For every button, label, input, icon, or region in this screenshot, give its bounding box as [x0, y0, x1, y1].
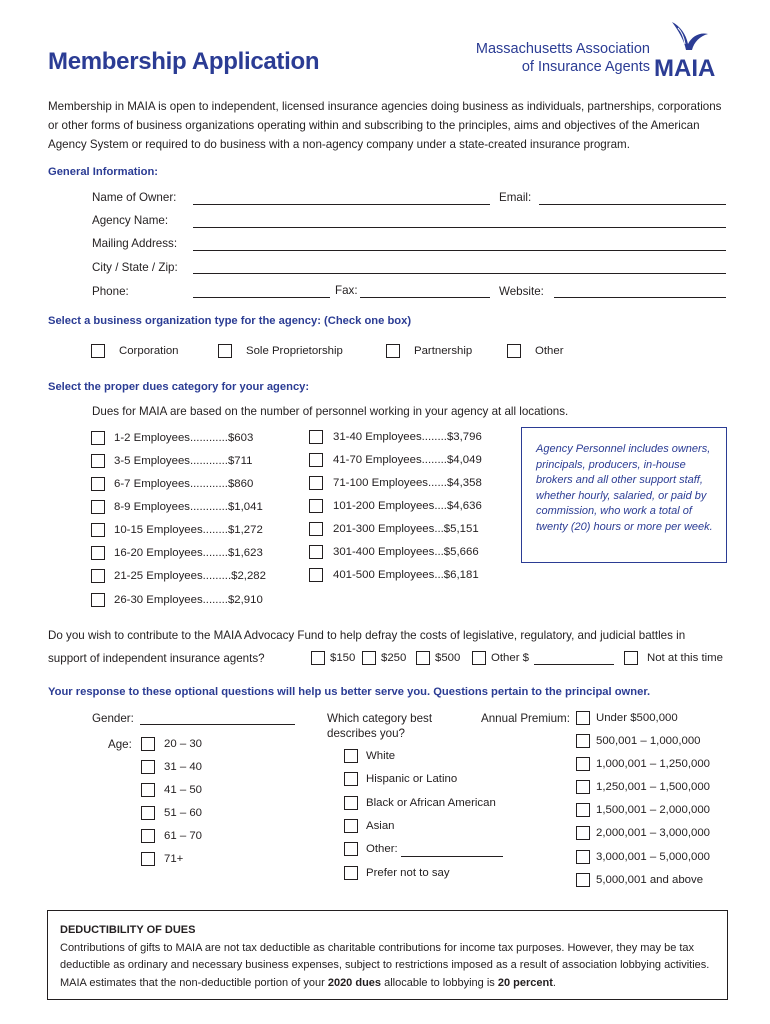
advocacy-other-checkbox[interactable] [472, 651, 486, 665]
dues-option: 41-70 Employees........$4,049 [333, 454, 482, 466]
advocacy-other-amount-field[interactable] [534, 664, 614, 665]
page-title: Membership Application [48, 48, 320, 75]
fax-field[interactable] [360, 297, 490, 298]
advocacy-question-line1: Do you wish to contribute to the MAIA Advocacy Fund to help defray the costs of legislative, regulatory, and judicial battles in [48, 629, 686, 642]
category-option: Other: [366, 843, 398, 855]
advocacy-500-label: $500 [435, 652, 461, 664]
org-sole-prop-label: Sole Proprietorship [246, 345, 343, 357]
age-checkbox[interactable] [141, 829, 155, 843]
premium-checkbox[interactable] [576, 711, 590, 725]
deductibility-box [47, 910, 728, 1000]
premium-checkbox[interactable] [576, 780, 590, 794]
mailing-label: Mailing Address: [92, 237, 178, 250]
city-field[interactable] [193, 273, 726, 274]
premium-option: 3,000,001 – 5,000,000 [596, 851, 711, 863]
website-field[interactable] [554, 297, 726, 298]
dues-intro: Dues for MAIA are based on the number of personnel working in your agency at all locations. [92, 405, 569, 418]
category-option: Black or African American [366, 797, 496, 809]
premium-checkbox[interactable] [576, 803, 590, 817]
age-checkbox[interactable] [141, 806, 155, 820]
gender-label: Gender: [92, 712, 134, 725]
dues-checkbox[interactable] [309, 430, 323, 444]
age-label: Age: [108, 738, 132, 751]
category-checkbox[interactable] [344, 749, 358, 763]
category-option: Prefer not to say [366, 867, 450, 879]
category-option: Hispanic or Latino [366, 773, 458, 785]
org-partnership-checkbox[interactable] [386, 344, 400, 358]
premium-checkbox[interactable] [576, 757, 590, 771]
category-question-line1: Which category best [327, 712, 433, 725]
category-option: Asian [366, 820, 395, 832]
dues-checkbox[interactable] [91, 431, 105, 445]
premium-option: 5,000,001 and above [596, 874, 704, 886]
age-checkbox[interactable] [141, 783, 155, 797]
premium-label: Annual Premium: [481, 712, 570, 725]
dues-checkbox[interactable] [91, 569, 105, 583]
org-corporation-checkbox[interactable] [91, 344, 105, 358]
dues-checkbox[interactable] [91, 477, 105, 491]
premium-checkbox[interactable] [576, 826, 590, 840]
premium-option: 1,500,001 – 2,000,000 [596, 804, 711, 816]
org-other-checkbox[interactable] [507, 344, 521, 358]
dues-checkbox[interactable] [309, 476, 323, 490]
owner-field[interactable] [193, 204, 490, 205]
dues-heading: Select the proper dues category for your agency: [48, 381, 310, 393]
email-field[interactable] [539, 204, 726, 205]
age-option: 61 – 70 [164, 830, 203, 842]
logo-wordmark: MAIA [654, 55, 716, 82]
general-info-heading: General Information: [48, 166, 159, 178]
org-type-heading: Select a business organization type for the agency: (Check one box) [48, 315, 412, 327]
advocacy-150-checkbox[interactable] [311, 651, 325, 665]
age-option: 20 – 30 [164, 738, 203, 750]
deductibility-text-part1: Contributions of gifts to MAIA are not tax deductible as charitable contributions for income tax purposes. However, they may be tax deductible as ordinary and necessary business expenses, subject to restrictions imposed as a result of association lobbying activities. MAIA estimates that the non-deductible portion of your [60, 941, 710, 989]
agency-personnel-note: Agency Personnel includes owners, principals, producers, in-house brokers and all other support staff, whether hourly, salaried, or paid by commission, who work a total of twenty (20) hours or more per week. [521, 427, 727, 563]
advocacy-not-now-label: Not at this time [647, 652, 723, 664]
dues-checkbox[interactable] [309, 522, 323, 536]
website-label: Website: [499, 285, 544, 298]
dues-checkbox[interactable] [309, 568, 323, 582]
category-checkbox[interactable] [344, 866, 358, 880]
age-checkbox[interactable] [141, 852, 155, 866]
maia-logo [650, 18, 730, 82]
email-label: Email: [499, 191, 532, 204]
dues-option: 201-300 Employees...$5,151 [333, 523, 479, 535]
premium-checkbox[interactable] [576, 850, 590, 864]
org-name-line2: of Insurance Agents [521, 59, 650, 75]
age-option: 31 – 40 [164, 761, 203, 773]
dues-option: 16-20 Employees........$1,623 [114, 547, 263, 559]
dues-checkbox[interactable] [91, 454, 105, 468]
dues-option: 26-30 Employees........$2,910 [114, 594, 263, 606]
dues-option: 31-40 Employees........$3,796 [333, 431, 482, 443]
owner-label: Name of Owner: [92, 191, 177, 204]
advocacy-250-checkbox[interactable] [362, 651, 376, 665]
dues-checkbox[interactable] [91, 546, 105, 560]
advocacy-250-label: $250 [381, 652, 407, 664]
premium-option: 2,000,001 – 3,000,000 [596, 827, 711, 839]
gender-field[interactable] [140, 724, 295, 725]
dues-option: 8-9 Employees............$1,041 [114, 501, 263, 513]
dues-option: 101-200 Employees....$4,636 [333, 500, 482, 512]
dues-checkbox[interactable] [309, 453, 323, 467]
mailing-field[interactable] [193, 250, 726, 251]
deductibility-dues-year: 2020 dues [327, 976, 382, 989]
category-question-line2: describes you? [327, 727, 405, 740]
premium-option: 500,001 – 1,000,000 [596, 735, 701, 747]
dues-option: 301-400 Employees...$5,666 [333, 546, 479, 558]
premium-option: 1,000,001 – 1,250,000 [596, 758, 711, 770]
dues-option: 71-100 Employees......$4,358 [333, 477, 482, 489]
premium-option: Under $500,000 [596, 712, 678, 724]
category-checkbox[interactable] [344, 772, 358, 786]
dues-option: 1-2 Employees............$603 [114, 432, 254, 444]
premium-checkbox[interactable] [576, 873, 590, 887]
org-name-line1: Massachusetts Association [475, 41, 650, 57]
intro-paragraph: Membership in MAIA is open to independent, licensed insurance agencies doing business as individuals, partnerships, corporations or other forms of business organizations operating within and subscribing to the principles, aims and objectives of the American Agency System or required to do business with a non-agency company under a state-created insurance program. [48, 100, 722, 151]
org-corporation-label: Corporation [119, 345, 179, 357]
dues-option: 3-5 Employees............$711 [114, 455, 253, 467]
category-option: White [366, 750, 396, 762]
dues-option: 10-15 Employees........$1,272 [114, 524, 263, 536]
category-other-field[interactable] [401, 856, 503, 857]
deductibility-percent: 20 percent [497, 976, 553, 989]
city-label: City / State / Zip: [92, 261, 178, 274]
category-checkbox[interactable] [344, 796, 358, 810]
org-other-label: Other [535, 345, 564, 357]
category-checkbox[interactable] [344, 819, 358, 833]
agency-field[interactable] [193, 227, 726, 228]
category-checkbox[interactable] [344, 842, 358, 856]
phone-field[interactable] [193, 297, 330, 298]
org-sole-prop-checkbox[interactable] [218, 344, 232, 358]
age-option: 51 – 60 [164, 807, 203, 819]
advocacy-150-label: $150 [330, 652, 356, 664]
age-option: 71+ [164, 853, 184, 865]
advocacy-not-now-checkbox[interactable] [624, 651, 638, 665]
deductibility-text-part2: allocable to lobbying is [381, 976, 498, 989]
org-name [476, 40, 650, 76]
fax-label: Fax: [335, 284, 358, 297]
dues-option: 401-500 Employees...$6,181 [333, 569, 479, 581]
optional-heading: Your response to these optional questions will help us better serve you. Questions pertain to the principal owner. [48, 686, 651, 698]
deductibility-text-end: . [552, 976, 556, 989]
agency-label: Agency Name: [92, 214, 169, 227]
dues-checkbox[interactable] [91, 593, 105, 607]
age-checkbox[interactable] [141, 760, 155, 774]
age-checkbox[interactable] [141, 737, 155, 751]
dues-checkbox[interactable] [91, 500, 105, 514]
phone-label: Phone: [92, 285, 129, 298]
premium-option: 1,250,001 – 1,500,000 [596, 781, 711, 793]
premium-checkbox[interactable] [576, 734, 590, 748]
dues-option: 21-25 Employees.........$2,282 [114, 570, 266, 582]
org-partnership-label: Partnership [414, 345, 473, 357]
dues-option: 6-7 Employees............$860 [114, 478, 254, 490]
advocacy-other-label: Other $ [491, 652, 529, 664]
dues-checkbox[interactable] [309, 499, 323, 513]
dues-checkbox[interactable] [91, 523, 105, 537]
advocacy-question-line2: support of independent insurance agents? [48, 652, 265, 665]
age-option: 41 – 50 [164, 784, 203, 796]
dues-checkbox[interactable] [309, 545, 323, 559]
deductibility-heading: DEDUCTIBILITY OF DUES [60, 924, 196, 936]
advocacy-500-checkbox[interactable] [416, 651, 430, 665]
deductibility-text [60, 940, 715, 993]
